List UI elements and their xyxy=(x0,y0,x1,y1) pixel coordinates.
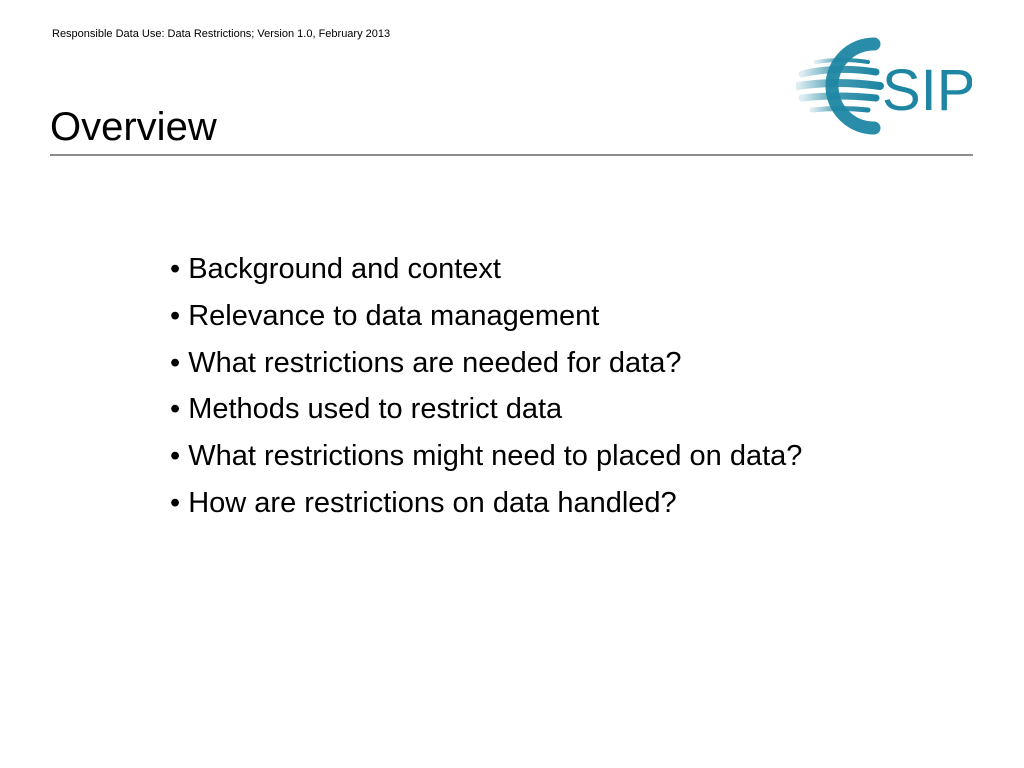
bullet-item-relevance: • Relevance to data management xyxy=(170,299,600,332)
bullet-list xyxy=(170,246,802,527)
esip-swoosh-icon xyxy=(796,36,972,136)
slide-title: Overview xyxy=(50,105,217,149)
bullet-item-background: • Background and context xyxy=(170,253,501,285)
slide-header: Responsible Data Use: Data Restrictions; Version 1.0, February 2013 xyxy=(52,28,391,40)
bullet-item-restrictions-placed: • What restrictions might need to placed on data? xyxy=(170,440,803,473)
logo-text: SIP xyxy=(882,58,972,123)
bullet-item-handling: • How are restrictions on data handled? xyxy=(170,486,677,519)
esip-logo xyxy=(796,36,972,136)
title-divider xyxy=(50,154,973,156)
bullet-item-restrictions-needed: • What restrictions are needed for data? xyxy=(170,346,682,379)
bullet-item-methods: • Methods used to restrict data xyxy=(170,393,563,426)
